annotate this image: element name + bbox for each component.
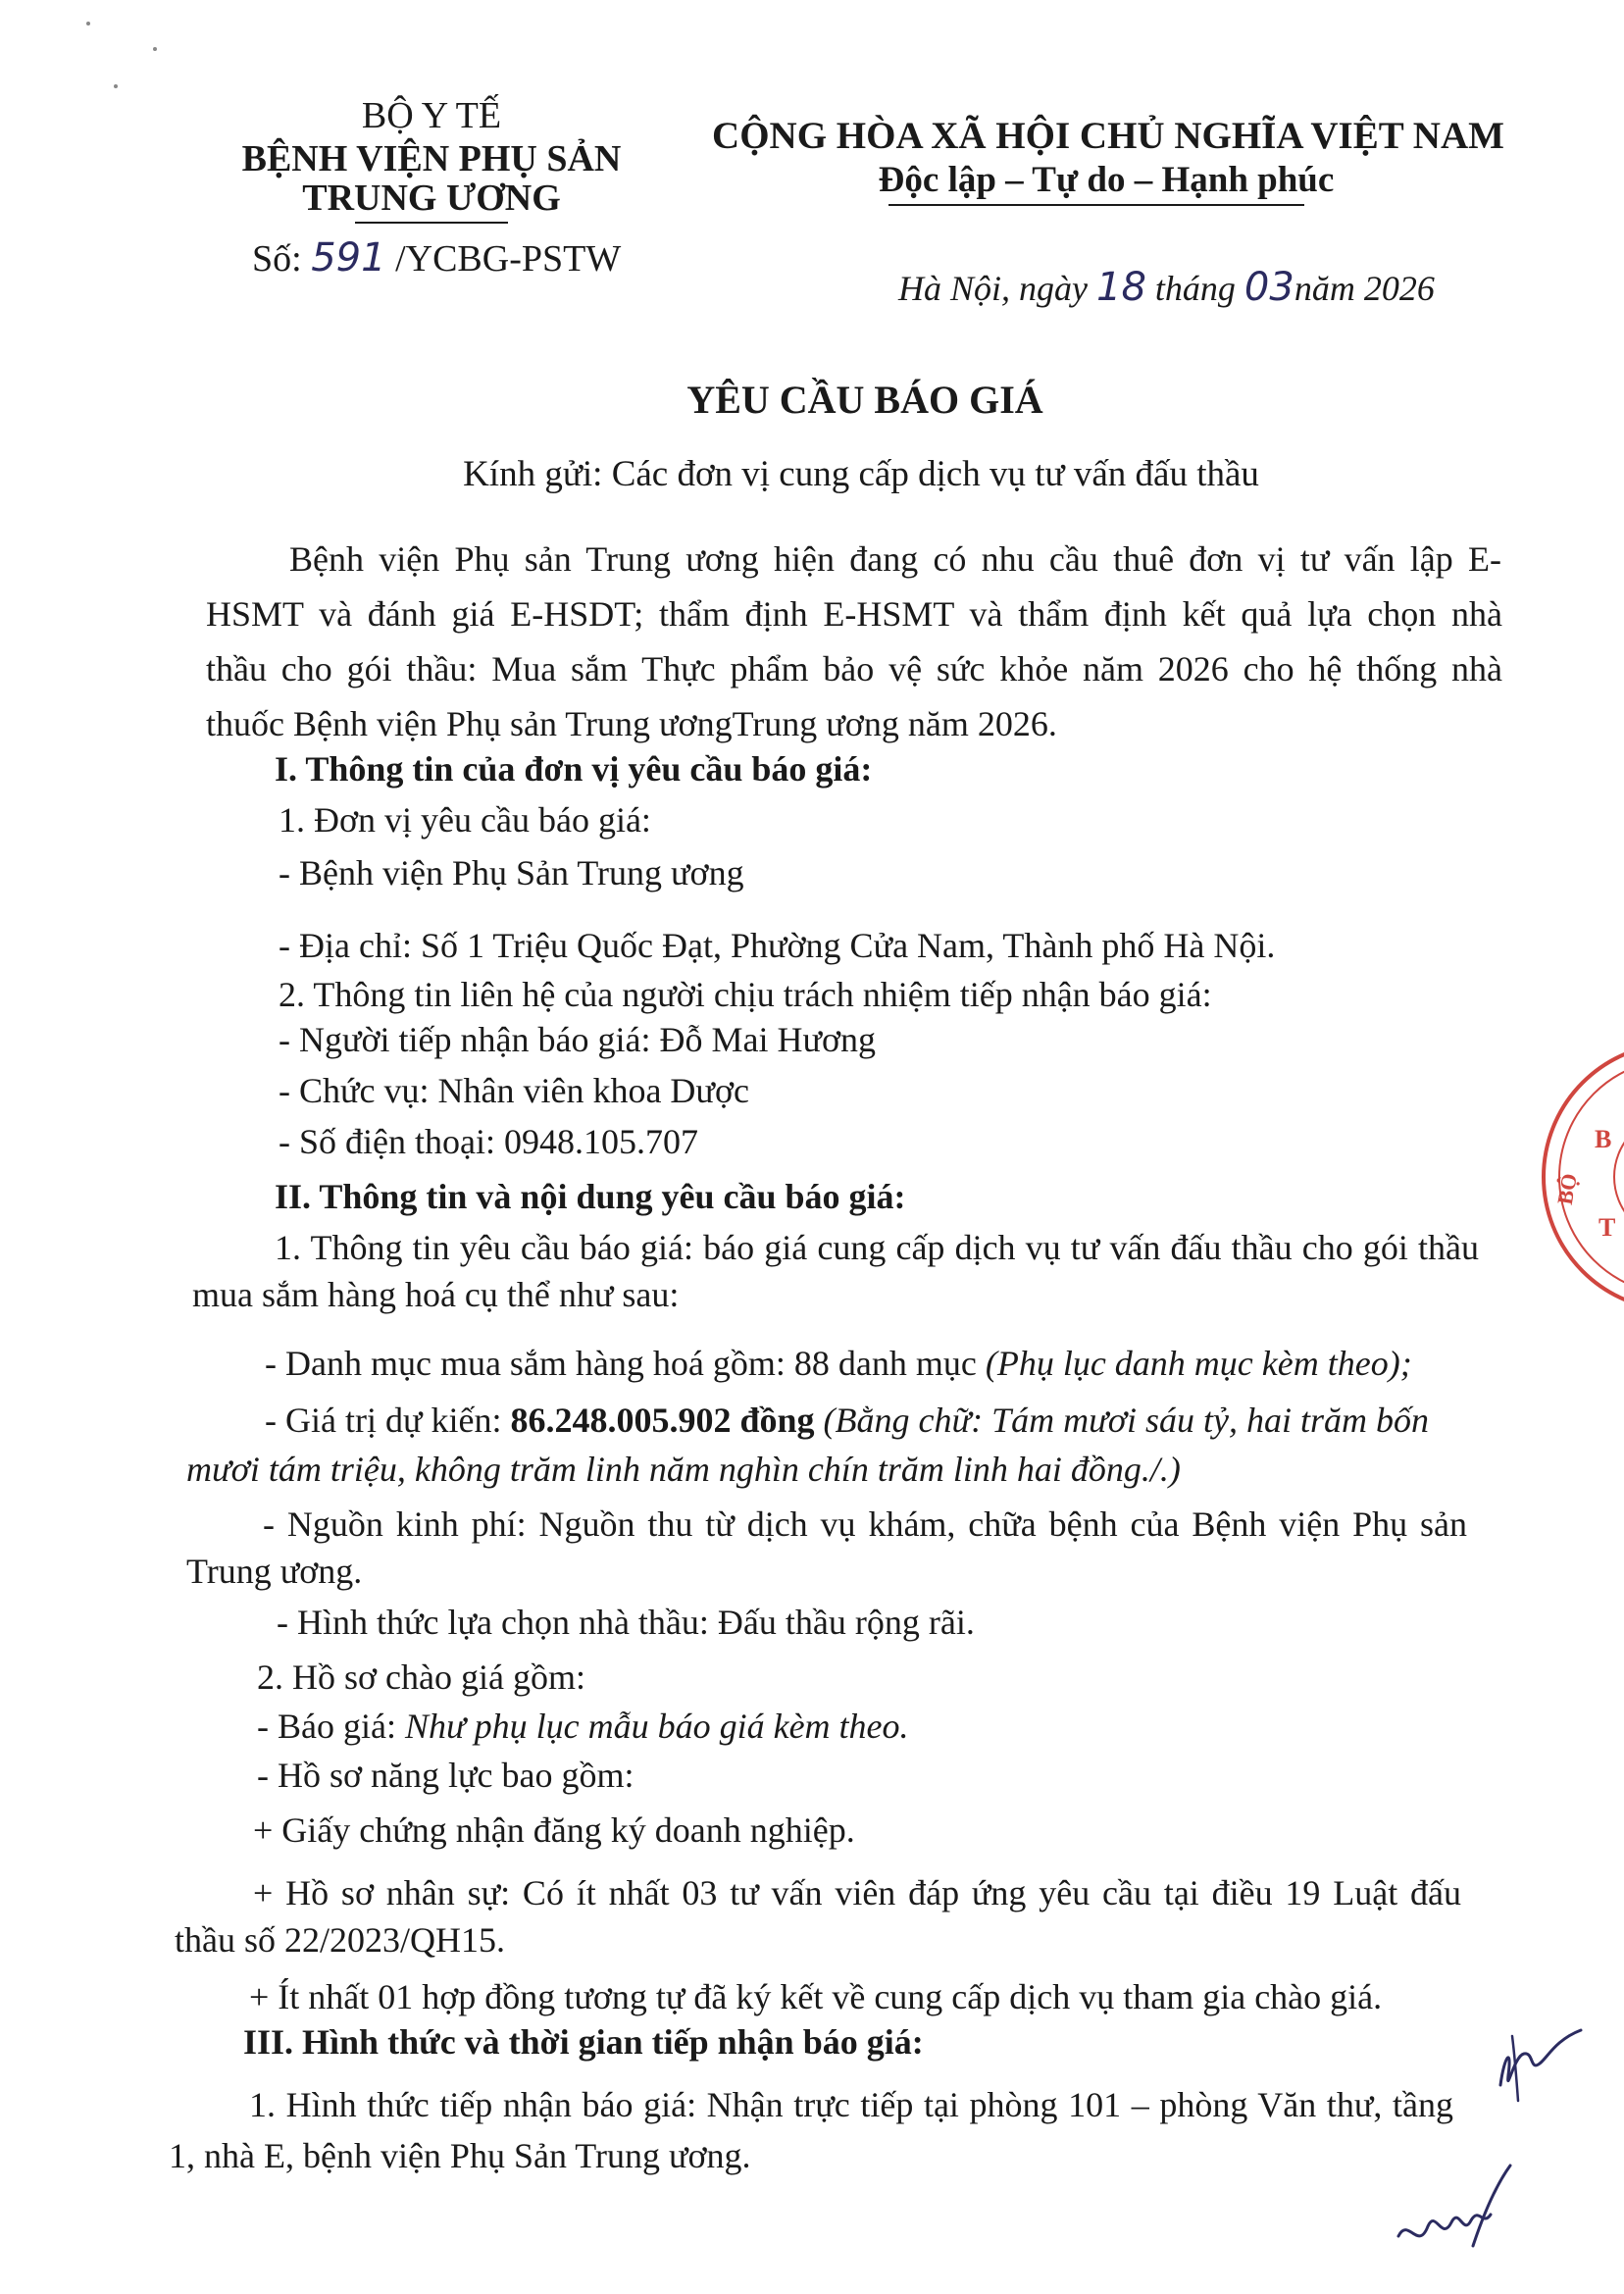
estimated-value-words-2: mươi tám triệu, không trăm linh năm nghìn chín trăm linh hai đồng./.) xyxy=(186,1450,1181,1489)
estimated-value-words-1: (Bằng chữ: Tám mươi sáu tỷ, hai trăm bốn xyxy=(814,1401,1429,1440)
section-1-sub-1: 1. Đơn vị yêu cầu báo giá: xyxy=(279,800,651,840)
hospital-name-line2: TRUNG ƯƠNG xyxy=(302,178,561,219)
receiver-name: - Người tiếp nhận báo giá: Đỗ Mai Hương xyxy=(279,1020,876,1059)
staff-profile-line-2: thầu số 22/2023/QH15. xyxy=(175,1920,505,1960)
intro-line-3: thầu cho gói thầu: Mua sắm Thực phẩm bảo vệ sức khỏe năm 2026 cho hệ thống nhà xyxy=(206,649,1502,688)
selection-method: - Hình thức lựa chọn nhà thầu: Đấu thầu rộng rãi. xyxy=(277,1603,975,1642)
unit-address: - Địa chỉ: Số 1 Triệu Quốc Đạt, Phường Cửa Nam, Thành phố Hà Nội. xyxy=(279,926,1276,965)
stamp-text-bo: BỘ xyxy=(1551,1171,1582,1207)
intro-line-1: Bệnh viện Phụ sản Trung ương hiện đang có nhu cầu thuê đơn vị tư vấn lập E- xyxy=(289,539,1501,579)
date-day-handwritten: 18 xyxy=(1096,265,1146,310)
document-number xyxy=(252,235,621,280)
catalog-note: (Phụ lục danh mục kèm theo); xyxy=(985,1344,1412,1383)
quote-note: Như phụ lục mẫu báo giá kèm theo. xyxy=(404,1707,909,1746)
intro-line-4: thuốc Bệnh viện Phụ sản Trung ươngTrung ương năm 2026. xyxy=(206,704,1057,743)
section-1-sub-2: 2. Thông tin liên hệ của người chịu trách nhiệm tiếp nhận báo giá: xyxy=(279,975,1212,1014)
document-number-suffix: /YCBG-PSTW xyxy=(395,238,622,280)
hospital-name-line1: BỆNH VIỆN PHỤ SẢN xyxy=(241,138,622,179)
receiving-form-line-1: 1. Hình thức tiếp nhận báo giá: Nhận trực tiếp tại phòng 101 – phòng Văn thư, tầng xyxy=(249,2085,1453,2124)
catalog-text: - Danh mục mua sắm hàng hoá gồm: 88 danh mục xyxy=(265,1344,986,1383)
section-3-heading: III. Hình thức và thời gian tiếp nhận báo giá: xyxy=(243,2022,924,2062)
intro-line-2: HSMT và đánh giá E-HSDT; thẩm định E-HSMT và thẩm định kết quả lựa chọn nhà xyxy=(206,594,1502,634)
country-name: CỘNG HÒA XÃ HỘI CHỦ NGHĨA VIỆT NAM xyxy=(712,115,1504,157)
requesting-unit: - Bệnh viện Phụ Sản Trung ương xyxy=(279,853,744,892)
request-info-line-1: 1. Thông tin yêu cầu báo giá: báo giá cung cấp dịch vụ tư vấn đấu thầu cho gói thầu xyxy=(275,1228,1479,1267)
staff-profile-line-1: + Hồ sơ nhân sự: Có ít nhất 03 tư vấn viên đáp ứng yêu cầu tại điều 19 Luật đấu xyxy=(253,1873,1461,1912)
document-number-handwritten: 591 xyxy=(311,235,386,280)
motto-underline xyxy=(888,204,1304,206)
section-2-sub-2: 2. Hồ sơ chào giá gồm: xyxy=(257,1657,585,1697)
business-certificate: + Giấy chứng nhận đăng ký doanh nghiệp. xyxy=(253,1810,855,1850)
margin-initials-signature xyxy=(1491,2016,1589,2105)
catalog-line xyxy=(265,1340,1412,1387)
receiving-form-line-2: 1, nhà E, bệnh viện Phụ Sản Trung ương. xyxy=(169,2136,751,2175)
margin-signature-bottom xyxy=(1389,2158,1516,2266)
date-year: năm 2026 xyxy=(1294,269,1435,308)
similar-contract: + Ít nhất 01 hợp đồng tương tự đã ký kết về cung cấp dịch vụ tham gia chào giá. xyxy=(249,1977,1383,2016)
ministry-name: BỘ Y TẾ xyxy=(361,95,502,136)
date-prefix: Hà Nội, ngày xyxy=(898,269,1088,308)
date-month-handwritten: 03 xyxy=(1243,265,1294,310)
estimated-value-label: - Giá trị dự kiến: xyxy=(265,1401,511,1440)
date-line xyxy=(898,265,1435,310)
document-number-prefix: Số: xyxy=(252,238,302,280)
section-2-heading: II. Thông tin và nội dung yêu cầu báo giá: xyxy=(275,1177,906,1216)
date-month-label: tháng xyxy=(1154,269,1236,308)
estimated-value-amount: 86.248.005.902 đồng xyxy=(510,1401,815,1440)
funding-line-2: Trung ương. xyxy=(186,1552,363,1591)
request-info-line-2: mua sắm hàng hoá cụ thể như sau: xyxy=(192,1275,680,1314)
funding-line-1: - Nguồn kinh phí: Nguồn thu từ dịch vụ khám, chữa bệnh của Bệnh viện Phụ sản xyxy=(263,1504,1467,1544)
header-left-underline xyxy=(355,222,508,224)
stamp-letter-t: T xyxy=(1599,1213,1616,1242)
estimated-value-line xyxy=(265,1397,1429,1444)
receiver-position: - Chức vụ: Nhân viên khoa Dược xyxy=(279,1071,749,1110)
quote-line xyxy=(257,1703,909,1750)
document-title: YÊU CẦU BÁO GIÁ xyxy=(686,378,1043,422)
recipient-line: Kính gửi: Các đơn vị cung cấp dịch vụ tư vấn đấu thầu xyxy=(463,454,1259,494)
receiver-phone: - Số điện thoại: 0948.105.707 xyxy=(279,1122,698,1161)
section-1-heading: I. Thông tin của đơn vị yêu cầu báo giá: xyxy=(275,749,873,789)
official-stamp xyxy=(1530,1040,1624,1314)
stamp-letter-b: B xyxy=(1595,1125,1612,1153)
national-motto: Độc lập – Tự do – Hạnh phúc xyxy=(878,160,1335,200)
quote-label: - Báo giá: xyxy=(257,1707,405,1746)
capacity-profile: - Hồ sơ năng lực bao gồm: xyxy=(257,1756,634,1795)
